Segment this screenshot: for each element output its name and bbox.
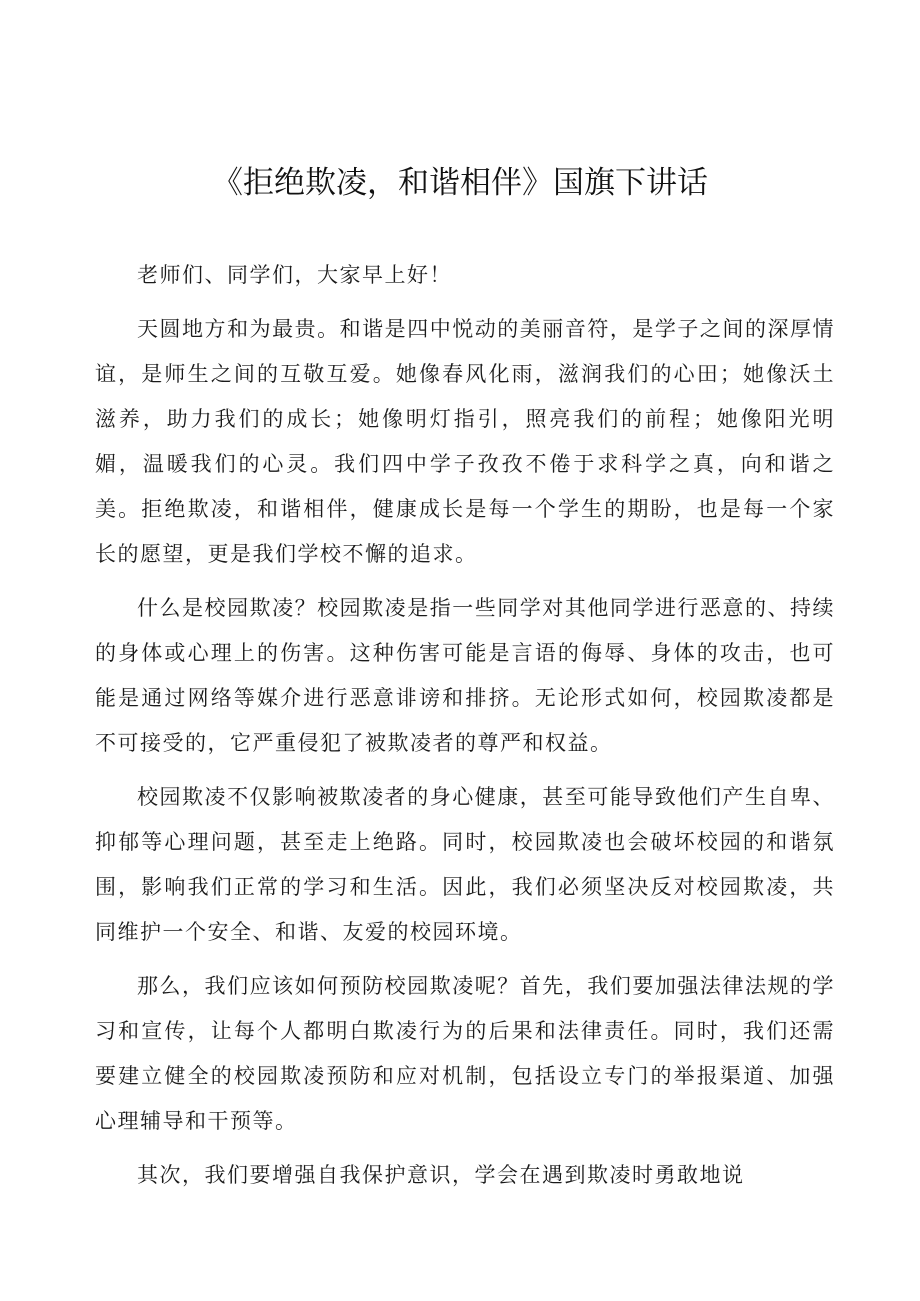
document-title: 《拒绝欺凌，和谐相伴》国旗下讲话: [212, 165, 708, 201]
paragraph-self-protection: 其次，我们要增强自我保护意识，学会在遇到欺凌时勇敢地说: [137, 1163, 745, 1187]
paragraph-harmony: 天圆地方和为最贵。和谐是四中悦动的美丽音符，是学子之间的深厚情谊，是师生之间的互敬互爱。她像春风化雨，滋润我们的心田；她像沃土滋养，助力我们的成长；她像明灯指引，照亮我们的前程；她像阳光明媚，温暖我们的心灵。我们四中学子孜孜不倦于求科学之真，向和谐之美。拒绝欺凌，和谐相伴，健康成长是每一个学生的期盼，也是每一个家长的愿望，更是我们学校不懈的追求。: [95, 317, 835, 566]
paragraph-prevention: 那么，我们应该如何预防校园欺凌呢？首先，我们要加强法律法规的学习和宣传，让每个人都明白欺凌行为的后果和法律责任。同时，我们还需要建立健全的校园欺凌预防和应对机制，包括设立专门的举报渠道、加强心理辅导和干预等。: [95, 974, 835, 1133]
paragraph-greeting: 老师们、同学们，大家早上好！: [137, 263, 452, 287]
paragraph-definition: 什么是校园欺凌？校园欺凌是指一些同学对其他同学进行恶意的、持续的身体或心理上的伤害。这种伤害可能是言语的侮辱、身体的攻击，也可能是通过网络等媒介进行恶意诽谤和排挤。无论形式如何，校园欺凌都是不可接受的，它严重侵犯了被欺凌者的尊严和权益。: [95, 596, 835, 755]
paragraph-harm: 校园欺凌不仅影响被欺凌者的身心健康，甚至可能导致他们产生自卑、抑郁等心理问题，甚至走上绝路。同时，校园欺凌也会破坏校园的和谐氛围，影响我们正常的学习和生活。因此，我们必须坚决反对校园欺凌，共同维护一个安全、和谐、友爱的校园环境。: [95, 785, 835, 944]
document-body: [95, 253, 835, 1207]
